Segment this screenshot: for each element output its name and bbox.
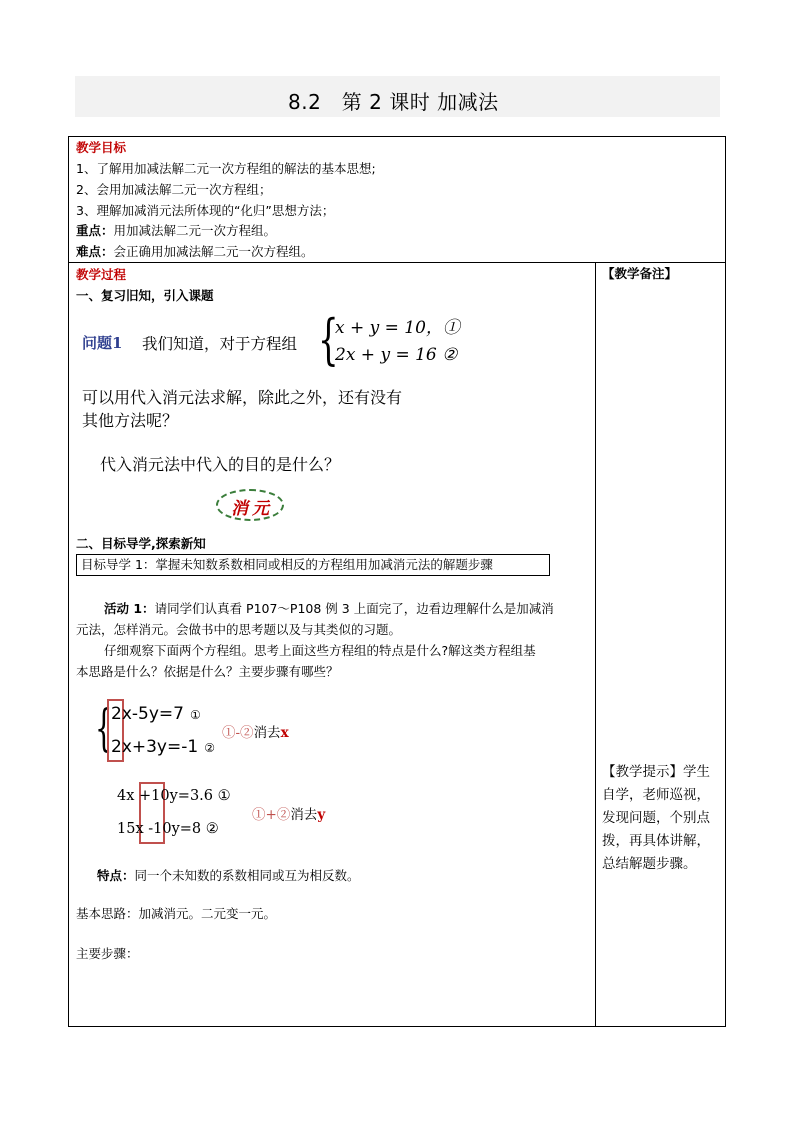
question-1-continued: 可以用代入消元法求解，除此之外，还有没有 bbox=[82, 388, 403, 407]
feature-label: 特点： bbox=[97, 868, 135, 883]
activity-1-line bbox=[104, 598, 554, 619]
system-1-eq-2 bbox=[111, 737, 215, 757]
basic-idea: 基本思路：加减消元。二元变一元。 bbox=[76, 906, 277, 921]
system-2-note-var: y bbox=[317, 807, 326, 823]
difficult-text: 会正确用加减法解二元一次方程组。 bbox=[113, 244, 314, 259]
system-1-eq-1-text: 2x-5y=7 bbox=[111, 704, 184, 724]
notes-divider bbox=[595, 262, 596, 1027]
hint-line: 总结解题步骤。 bbox=[602, 856, 697, 872]
goal-item-1: 1、了解用加减法解二元一次方程组的解法的基本思想; bbox=[76, 161, 376, 176]
goal-item-3: 3、理解加减消元法所体现的“化归”思想方法； bbox=[76, 203, 335, 218]
system-1-note bbox=[222, 721, 289, 741]
guide-text: 目标导学 1：掌握未知数系数相同或相反的方程组用加减消元法的解题步骤 bbox=[81, 557, 493, 572]
activity-text: 请同学们认真看 P107～P108 例 3 上面完了，边看边理解什么是加减消 bbox=[154, 601, 554, 616]
observe-line-2: 本思路是什么？依据是什么？主要步骤有哪些？ bbox=[76, 664, 339, 679]
feature-line bbox=[97, 865, 360, 886]
system-2-eq-1: 4x +10y=3.6 ① bbox=[117, 788, 231, 804]
system-1-eq-1 bbox=[111, 704, 201, 724]
notes-heading: 【教学备注】 bbox=[602, 266, 678, 281]
main-steps: 主要步骤： bbox=[76, 946, 139, 961]
difficult-label: 难点： bbox=[76, 244, 114, 259]
section-1-title: 一、复习旧知，引入课题 bbox=[76, 288, 214, 303]
elimination-oval-text: 消元 bbox=[231, 499, 273, 519]
equation-1: x + y = 10，① bbox=[335, 318, 460, 338]
section-2-title: 二、目标导学,探索新知 bbox=[76, 536, 206, 551]
feature-text: 同一个未知数的系数相同或互为相反数。 bbox=[134, 868, 360, 883]
page-title: 8.2 第 2 课时 加减法 bbox=[288, 90, 499, 114]
activity-line-2: 元法，怎样消元。会做书中的思考题以及与其类似的习题。 bbox=[76, 622, 402, 637]
system-1-note-text: 消去 bbox=[253, 725, 281, 741]
system-1-brace-icon: { bbox=[95, 699, 113, 757]
equation-2: 2x + y = 16 ② bbox=[335, 345, 458, 365]
hint-line: 自学，老师巡视， bbox=[602, 787, 710, 803]
hint-line: 发现问题，个别点 bbox=[602, 810, 710, 826]
system-1-note-ops: ①-② bbox=[222, 725, 254, 741]
mark-1: ① bbox=[189, 708, 201, 722]
difficult-point bbox=[76, 241, 314, 262]
question-1-continued-2: 其他方法呢？ bbox=[82, 411, 179, 430]
system-1-eq-2-text: 2x+3y=-1 bbox=[111, 737, 199, 757]
system-1-note-var: x bbox=[280, 725, 289, 741]
system-2-note-ops: ①+② bbox=[252, 807, 291, 823]
system-2-note bbox=[252, 803, 325, 823]
system-2-eq-2: 15x -10y=8 ② bbox=[117, 821, 219, 837]
key-point bbox=[76, 220, 276, 241]
system-2-note-text: 消去 bbox=[290, 807, 318, 823]
mark-2: ② bbox=[204, 741, 215, 755]
goal-item-2: 2、会用加减法解二元一次方程组； bbox=[76, 182, 272, 197]
key-label: 重点： bbox=[76, 223, 114, 238]
observe-line-1: 仔细观察下面两个方程组。思考上面这些方程组的特点是什么?解这类方程组基 bbox=[104, 643, 536, 658]
teaching-hint bbox=[602, 761, 710, 876]
hint-line: 【教学提示】学生 bbox=[602, 764, 710, 780]
goals-heading: 教学目标 bbox=[76, 140, 127, 155]
activity-label: 活动 1： bbox=[104, 601, 155, 616]
key-text: 用加减法解二元一次方程组。 bbox=[113, 223, 277, 238]
question-1-label: 问题1 bbox=[82, 334, 123, 352]
brace-icon: { bbox=[318, 308, 339, 371]
process-heading: 教学过程 bbox=[76, 267, 127, 282]
question-2: 代入消元法中代入的目的是什么？ bbox=[100, 455, 341, 474]
hint-line: 拨，再具体讲解， bbox=[602, 833, 710, 849]
question-1-text: 我们知道，对于方程组 bbox=[142, 335, 298, 353]
